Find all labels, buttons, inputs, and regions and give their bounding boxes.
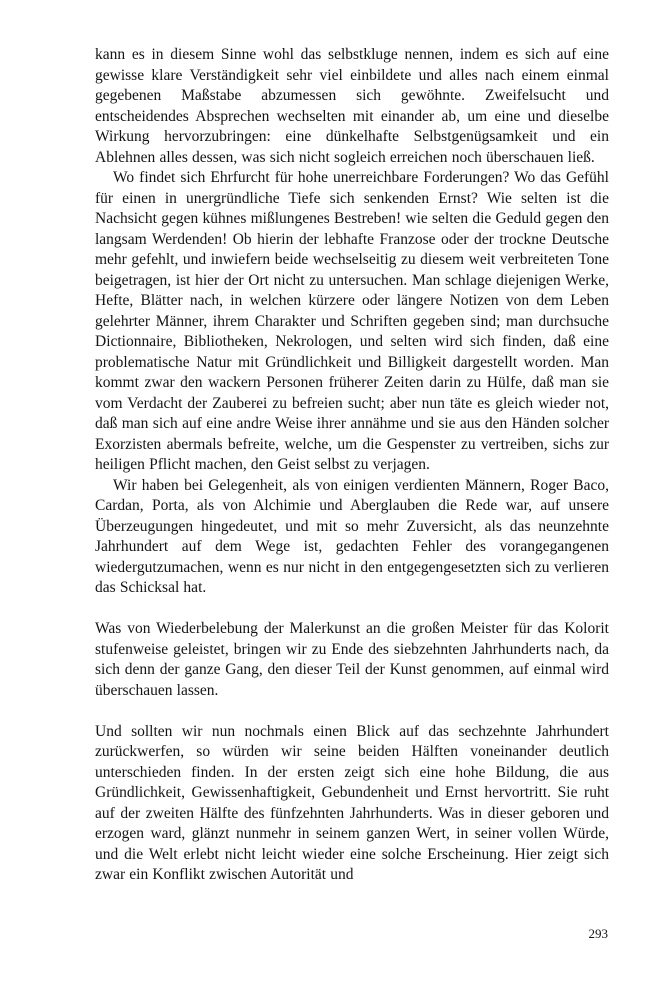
page-number: 293 [588, 926, 608, 941]
paragraph: Was von Wiederbelebung der Malerkunst an die großen Meister für das Kolorit stufenweise geleistet, bringen wir zu Ende des siebzehnten Jahrhunderts nach, da sich denn der ganze Gang, den dieser Teil der Kunst genommen, auf einmal wird überschauen lassen. [95, 620, 609, 699]
paragraph: Wir haben bei Gelegenheit, als von einigen verdienten Männern, Roger Baco, Cardan, Porta, als von Alchimie und Aberglauben die Rede war, auf unsere Überzeugungen hingedeutet, und mit so mehr Zuversicht, als das neunzehnte Jahrhundert auf dem Wege ist, gedachten Fehler des vorangegangenen wiedergutzumachen, wenn es nur nicht in den entgegengesetzten sich zu verlieren das Schicksal hat. [95, 476, 609, 596]
text-block [95, 45, 609, 886]
paragraph: kann es in diesem Sinne wohl das selbstkluge nennen, indem es sich auf eine gewisse klare Verständigkeit sehr viel einbildete und alles nach einem einmal gegebenen Maßstabe abzumessen sich gewöhnte. Zweifelsucht und entscheidendes Absprechen wechselten mit einander ab, um eine und dieselbe Wirkung hervorzubringen: eine dünkelhafte Selbstgenügsamkeit und ein Ablehnen alles dessen, was sich nicht sogleich erreichen noch überschauen ließ. [95, 46, 609, 166]
paragraph: Und sollten wir nun nochmals einen Blick auf das sechzehnte Jahrhundert zurückwerfen, so würden wir seine beiden Hälften voneinander deutlich unterschieden finden. In der ersten zeigt sich eine hohe Bildung, die aus Gründlichkeit, Gewissenhaftigkeit, Gebundenheit und Ernst hervortritt. Sie ruht auf der zweiten Hälfte des fünfzehnten Jahrhunderts. Was in dieser geboren und erzogen ward, glänzt nunmehr in seinem ganzen Wert, in seiner vollen Würde, und die Welt erlebt nicht leicht wieder eine solche Erscheinung. Hier zeigt sich zwar ein Konflikt zwischen Autorität und [95, 722, 609, 883]
paragraph: Wo findet sich Ehrfurcht für hohe unerreichbare Forderungen? Wo das Gefühl für einen in unergründliche Tiefe sich senkenden Ernst? Wie selten ist die Nachsicht gegen kühnes mißlungenes Bestreben! wie selten die Geduld gegen den langsam Werdenden! Ob hierin der lebhafte Franzose oder der trockne Deutsche mehr gefehlt, und inwiefern beide wechselseitig zu diesem weit verbreiteten Tone beigetragen, ist hier der Ort nicht zu untersuchen. Man schlage diejenigen Werke, Hefte, Blätter nach, in welchen kürzere oder längere Notizen von dem Leben gelehrter Männer, ihrem Charakter und Schriften gegeben sind; man durchsuche Dictionnaire, Bibliotheken, Nekrologen, und selten wird sich finden, daß eine problematische Natur mit Gründlichkeit und Billigkeit dargestellt worden. Man kommt zwar den wackern Personen früherer Zeiten darin zu Hülfe, daß man sie vom Verdacht der Zauberei zu befreien sucht; aber nun täte es gleich wieder not, daß man sich auf eine andre Weise ihrer annähme und sie aus den Händen solcher Exorzisten abermals befreite, welche, um die Gespenster zu vertreiben, sichs zur heiligen Pflicht machen, den Geist selbst zu verjagen. [95, 169, 609, 473]
